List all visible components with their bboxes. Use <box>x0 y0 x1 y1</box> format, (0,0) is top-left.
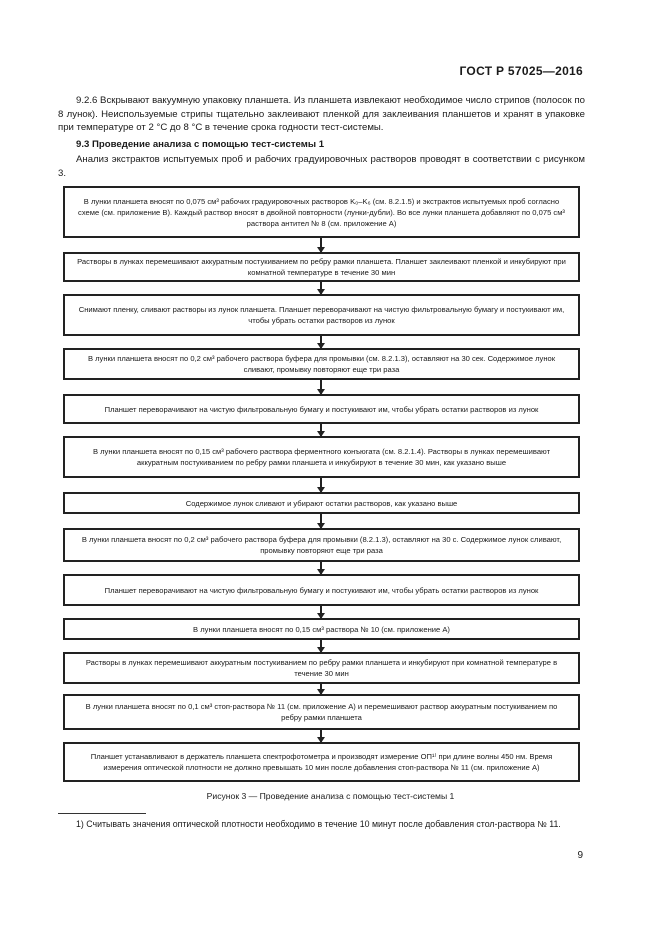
flow-step: Планшет устанавливают в держатель планшета спектрофотометра и производят измерение ОП¹⁾ при длине волны 450 нм. Время измерения оптической плотности не должно превышать 10 мин после добавления стоп-раствора № 11 (см. приложение А) <box>63 742 580 782</box>
flow-step: В лунки планшета вносят по 0,15 см³ рабочего раствора ферментного конъюгата (см. 8.2.1.4). Растворы в лунках перемешивают аккуратным постукиванием по ребру рамки планшета и инкубируют в течение 30 мин, как указано выше <box>63 436 580 478</box>
document-header: ГОСТ Р 57025—2016 <box>459 64 583 78</box>
section-title: 9.3 Проведение анализа с помощью тест-системы 1 <box>76 139 325 150</box>
flow-step: В лунки планшета вносят по 0,15 см³ раствора № 10 (см. приложение А) <box>63 618 580 640</box>
flow-arrow <box>320 336 322 348</box>
flow-arrow <box>320 282 322 294</box>
flow-step: Планшет переворачивают на чистую фильтровальную бумагу и постукивают им, чтобы убрать остатки растворов из лунок <box>63 574 580 606</box>
flow-arrow <box>320 606 322 618</box>
flow-arrow <box>320 424 322 436</box>
flow-step: Растворы в лунках перемешивают аккуратным постукиванием по ребру рамки планшета. Планшет заклеивают пленкой и инкубируют при комнатной температуре в течение 30 мин <box>63 252 580 282</box>
flow-step: Планшет переворачивают на чистую фильтровальную бумагу и постукивают им, чтобы убрать остатки растворов из лунок <box>63 394 580 424</box>
flow-arrow <box>320 514 322 528</box>
flow-step: В лунки планшета вносят по 0,075 см³ рабочих градуировочных растворов K₀–K₆ (см. 8.2.1.5) и экстрактов испытуемых проб согласно схеме (см. приложение В). Каждый раствор вносят в двойной повторности (лунки-дубли). Во все лунки планшета добавляют по 0,075 см³ раствора антител № 8 (см. приложение А) <box>63 186 580 238</box>
figure-caption: Рисунок 3 — Проведение анализа с помощью тест-системы 1 <box>206 791 455 801</box>
flow-arrow <box>320 478 322 492</box>
flow-arrow <box>320 730 322 742</box>
flow-step: Снимают пленку, сливают растворы из лунок планшета. Планшет переворачивают на чистую фильтровальную бумагу и постукивают им, чтобы убрать остатки растворов из лунок <box>63 294 580 336</box>
footnote-separator <box>58 813 146 814</box>
intro-paragraph: Анализ экстрактов испытуемых проб и рабочих градуировочных растворов проводят в соответствии с рисунком 3. <box>58 154 585 179</box>
flow-step: Растворы в лунках перемешивают аккуратным постукиванием по ребру рамки планшета и инкубируют при комнатной температуре в течение 30 мин <box>63 652 580 684</box>
flow-arrow <box>320 380 322 394</box>
flow-step: В лунки планшета вносят по 0,1 см³ стоп-раствора № 11 (см. приложение А) и перемешивают раствор аккуратным постукиванием по ребру рамки планшета <box>63 694 580 730</box>
flow-step: В лунки планшета вносят по 0,2 см³ рабочего раствора буфера для промывки (8.2.1.3), оставляют на 30 с. Содержимое лунок сливают, промывку повторяют еще три раза <box>63 528 580 562</box>
footnote: 1) Считывать значения оптической плотности необходимо в течение 10 минут после добавления стол-раствора № 11. <box>76 819 561 829</box>
flow-step: В лунки планшета вносят по 0,2 см³ рабочего раствора буфера для промывки (см. 8.2.1.3), оставляют на 30 сек. Содержимое лунок сливают, промывку повторяют еще три раза <box>63 348 580 380</box>
flow-arrow <box>320 562 322 574</box>
flow-arrow <box>320 684 322 694</box>
flow-step: Содержимое лунок сливают и убирают остатки растворов, как указано выше <box>63 492 580 514</box>
flow-arrow <box>320 640 322 652</box>
paragraph-9-2-6: 9.2.6 Вскрывают вакуумную упаковку планшета. Из планшета извлекают необходимое число стрипов (полосок по 8 лунок). Неиспользуемые стрипы тщательно заклеивают пленкой для заклеивания планшетов и хранят в упаковке при температуре от 2 °С до 8 °С в течение срока годности тест-системы. <box>58 95 585 134</box>
page-number: 9 <box>577 850 583 861</box>
flow-arrow <box>320 238 322 252</box>
